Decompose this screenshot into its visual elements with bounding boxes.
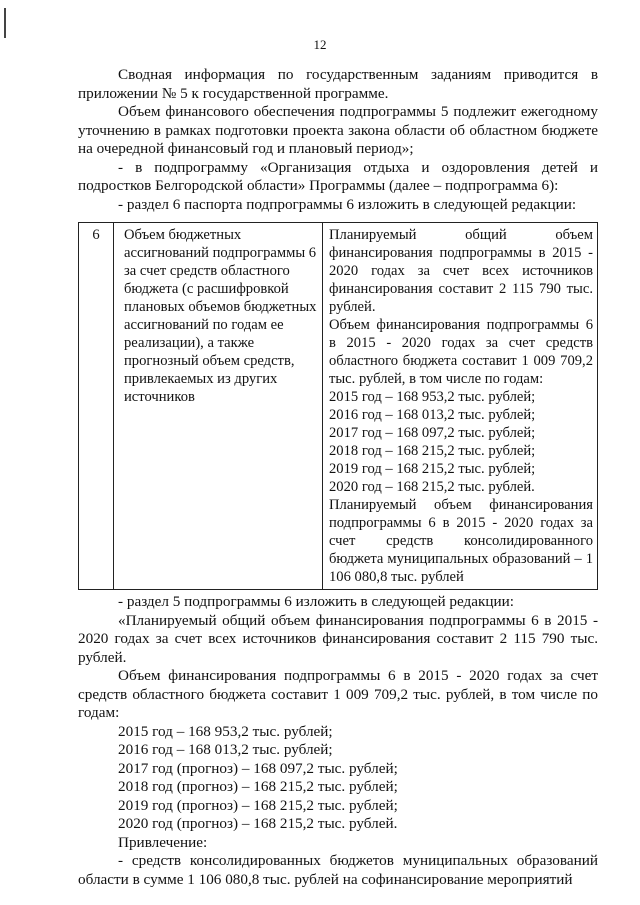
page-number: 12 [313, 37, 327, 52]
paragraph-subprogram5-funding: Объем финансового обеспечения подпрограммы 5 подлежит ежегодному уточнению в рамках подготовки проекта закона области об областном бюджете на очередной финансовый год и плановый период»; [78, 103, 598, 157]
year-line: 2015 год – 168 953,2 тыс. рублей; [329, 389, 536, 405]
paragraph-state-assignments: Сводная информация по государственным заданиям приводится в приложении № 5 к государственной программе. [78, 66, 598, 102]
year-line: 2015 год – 168 953,2 тыс. рублей; [118, 722, 333, 740]
year-line: 2018 год – 168 215,2 тыс. рублей; [329, 443, 536, 459]
paragraph-section6-instruction: - раздел 6 паспорта подпрограммы 6 изложить в следующей редакции: [118, 195, 577, 213]
intro-text-block [78, 66, 598, 214]
year-line: 2017 год – 168 097,2 тыс. рублей; [329, 425, 536, 441]
paragraph-planned-total: «Планируемый общий объем финансирования подпрограммы 6 в 2015 - 2020 годах за счет всех источников финансирования составит 2 115 790 тыс. рублей. [78, 611, 598, 666]
paragraph-municipal-funding: - средств консолидированных бюджетов муниципальных образований области в сумме 1 106 080,8 тыс. рублей на софинансирование мероприятий [78, 852, 598, 888]
value-total-funding: Планируемый общий объем финансирования подпрограммы в 2015 - 2020 годах за счет всех источников финансирования составит 2 115 790 тыс. рублей. [329, 227, 593, 315]
year-line: 2020 год – 168 215,2 тыс. рублей. [329, 479, 535, 495]
table-row [79, 223, 598, 590]
row-label-cell: Объем бюджетных ассигнований подпрограммы 6 за счет средств областного бюджета (с расшифровкой плановых объемов бюджетных ассигнований по годам ее реализации), а также прогнозный объем средств, привлекаемых из других источников [114, 223, 323, 590]
section5-text-block [78, 593, 598, 889]
paragraph-section5-instruction: - раздел 5 подпрограммы 6 изложить в следующей редакции: [118, 593, 514, 610]
value-municipal-funding: Планируемый объем финансирования подпрограммы 6 в 2015 - 2020 годах за счет средств консолидированного бюджета муниципальных образований – 1 106 080,8 тыс. рублей [329, 497, 593, 585]
year-line: 2018 год (прогноз) – 168 215,2 тыс. рублей; [118, 778, 398, 795]
row-number-cell: 6 [79, 223, 114, 590]
value-regional-funding: Объем финансирования подпрограммы 6 в 2015 - 2020 годах за счет средств областного бюджета составит 1 009 709,2 тыс. рублей, в том числе по годам: [329, 317, 593, 387]
year-line: 2019 год – 168 215,2 тыс. рублей; [329, 461, 536, 477]
attraction-heading: Привлечение: [118, 833, 208, 851]
scan-edge-mark [4, 8, 6, 38]
year-line: 2016 год – 168 013,2 тыс. рублей; [329, 407, 536, 423]
year-line: 2016 год – 168 013,2 тыс. рублей; [118, 741, 333, 758]
year-line: 2020 год (прогноз) – 168 215,2 тыс. рублей. [118, 815, 398, 832]
year-line: 2019 год (прогноз) – 168 215,2 тыс. рублей; [118, 796, 398, 814]
year-line: 2017 год (прогноз) – 168 097,2 тыс. рублей; [118, 759, 398, 777]
passport-table [78, 222, 598, 590]
paragraph-regional-funding: Объем финансирования подпрограммы 6 в 2015 - 2020 годах за счет средств областного бюджета составит 1 009 709,2 тыс. рублей, в том числе по годам: [78, 667, 598, 721]
row-value-cell [323, 223, 598, 590]
paragraph-subprogram6-intro: - в подпрограмму «Организация отдыха и оздоровления детей и подростков Белгородской области» Программы (далее – подпрограмма 6): [78, 158, 598, 194]
